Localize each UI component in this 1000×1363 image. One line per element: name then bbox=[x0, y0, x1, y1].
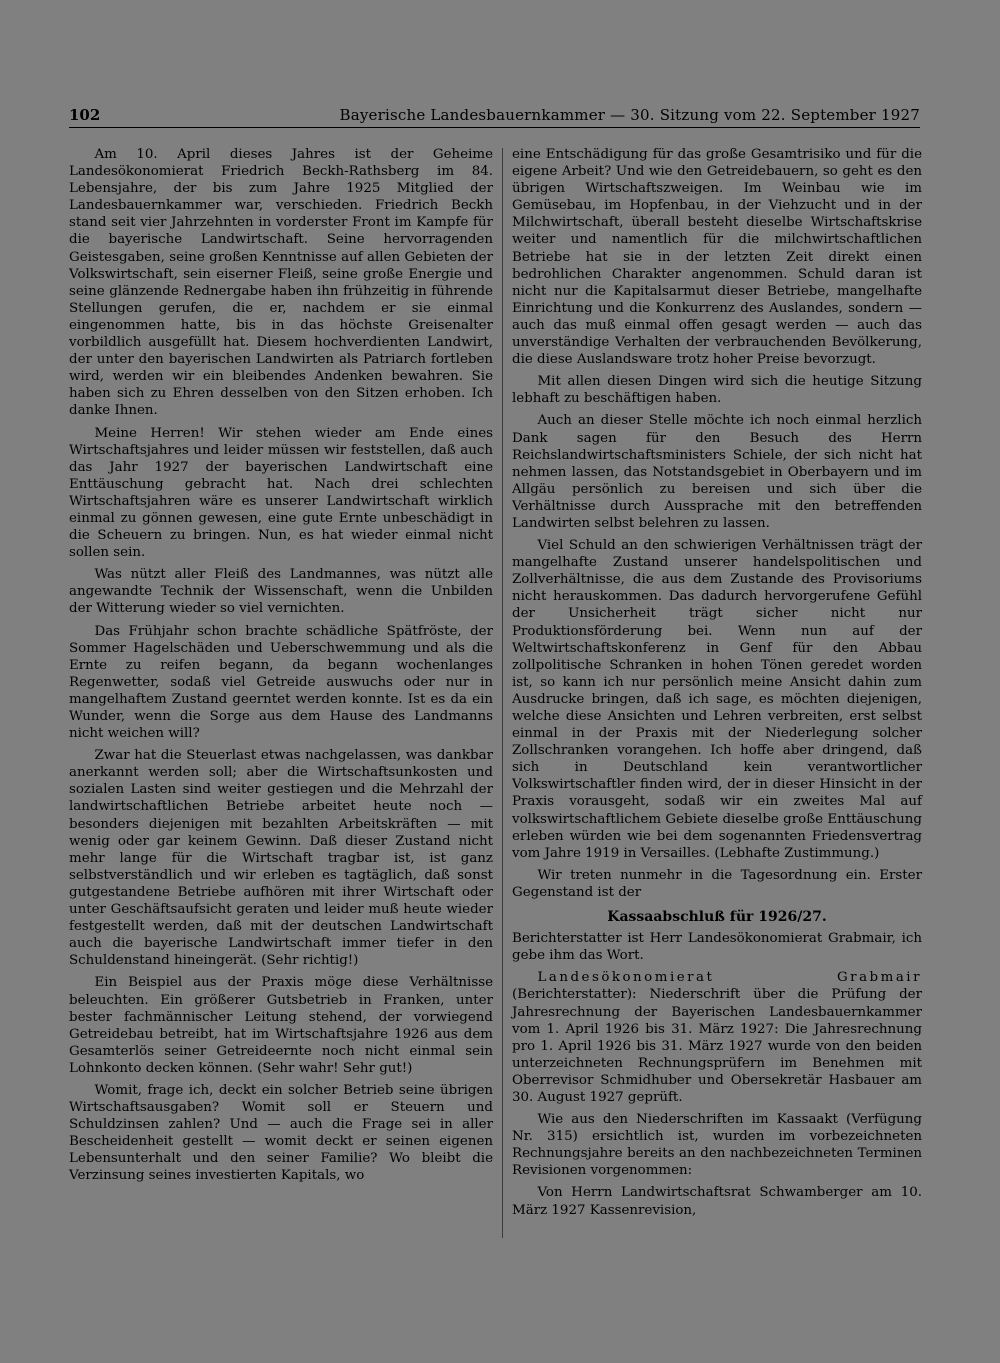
paragraph: Viel Schuld an den schwierigen Verhältnissen trägt der mangelhafte Zustand unserer handelspolitischen und Zollverhältnisse, die aus dem Zustande des Provisoriums nicht herauskommen. Das dadurch hervorgerufene Gefühl der Unsicherheit trägt sicher nicht nur Produktionsförderung bei. Wenn nun auf der Weltwirtschaftskonferenz in Genf für den Abbau zollpolitische Schranken in hohen Tönen geredet worden ist, so kann ich nur persönlich meine Ansicht dahin zum Ausdrucke bringen, daß ich sage, es möchten diejenigen, welche diese Ansichten und Lehren verbreiten, erst selbst einmal in der Praxis mit der Niederlegung solcher Zollschranken vorangehen. Ich hoffe aber dringend, daß sich in Deutschland kein verantwortlicher Volkswirtschaftler finden wird, der in dieser Hinsicht in der Praxis vorausgeht, sodaß wir ein zweites Mal auf volkswirtschaftlichem Gebiete dieselbe große Enttäuschung erleben würden wie bei dem sogenannten Friedensvertrag vom Jahre 1919 in Versailles. (Lebhafte Zustimmung.) bbox=[512, 538, 922, 861]
column-divider bbox=[502, 148, 503, 1238]
page-header bbox=[69, 104, 920, 126]
header-rule bbox=[69, 127, 920, 128]
page-number: 102 bbox=[69, 106, 101, 124]
right-column bbox=[512, 146, 922, 1224]
paragraph: Das Frühjahr schon brachte schädliche Spätfröste, der Sommer Hagelschäden und Ueberschwemmung und als die Ernte zu reifen begann, da begann wochenlanges Regenwetter, sodaß viel Getreide auswuchs oder nur in mangelhaftem Zustand geerntet werden konnte. Ist es da ein Wunder, wenn die Sorge aus dem Hause des Landmanns nicht weichen will? bbox=[69, 623, 493, 742]
paragraph: Ein Beispiel aus der Praxis möge diese Verhältnisse beleuchten. Ein größerer Gutsbetrieb in Franken, unter bester fachmännischer Leitung stehend, der vorwiegend Getreidebau betreibt, hat im Wirtschaftsjahre 1926 aus dem Gesamterlös seiner Getreideernte noch nicht einmal sein Lohnkonto decken können. (Sehr wahr! Sehr gut!) bbox=[69, 975, 493, 1076]
paragraph: Mit allen diesen Dingen wird sich die heutige Sitzung lebhaft zu beschäftigen haben. bbox=[512, 374, 922, 407]
paragraph: Meine Herren! Wir stehen wieder am Ende eines Wirtschaftsjahres und leider müssen wir feststellen, daß auch das Jahr 1927 der bayerischen Landwirtschaft eine Enttäuschung gebracht hat. Nach drei schlechten Wirtschaftsjahren wäre es unserer Landwirtschaft wirklich einmal zu gönnen gewesen, eine gute Ernte unbeschädigt in die Scheuern zu bringen. Nun, es hat wieder einmal nicht sollen sein. bbox=[69, 425, 493, 561]
paragraph: Zwar hat die Steuerlast etwas nachgelassen, was dankbar anerkannt werden soll; aber die Wirtschaftsunkosten und sozialen Lasten sind weiter gestiegen und die Mehrzahl der landwirtschaftlichen Betriebe arbeitet heute noch — besonders diejenigen mit bezahlten Arbeitskräften — mit wenig oder gar keinem Gewinn. Daß dieser Zustand nicht mehr lange für die Wirtschaft tragbar ist, ist ganz selbstverständlich und wir erleben es tagtäglich, daß sonst gutgestandene Betriebe aufhören mit ihrer Wirtschaft oder unter Geschäftsaufsicht geraten und leider muß heute wieder festgestellt werden, daß mit der deutschen Landwirtschaft auch die bayerische Landwirtschaft immer tiefer in den Schuldenstand hineingerät. (Sehr richtig!) bbox=[69, 748, 493, 969]
paragraph: Was nützt aller Fleiß des Landmannes, was nützt alle angewandte Technik der Wissenschaft, wenn die Unbilden der Witterung wieder so viel vernichten. bbox=[69, 567, 493, 617]
paragraph: Wir treten nunmehr in die Tagesordnung ein. Erster Gegenstand ist der bbox=[512, 867, 922, 900]
running-title: Bayerische Landesbauernkammer — 30. Sitzung vom 22. September 1927 bbox=[339, 106, 920, 124]
paragraph: Wie aus den Niederschriften im Kassaakt (Verfügung Nr. 315) ersichtlich ist, wurden im vorbezeichneten Rechnungsjahre bereits an den nachbezeichneten Terminen Revisionen vorgenommen: bbox=[512, 1112, 922, 1179]
speaker-paragraph bbox=[512, 969, 922, 1106]
paragraph: eine Entschädigung für das große Gesamtrisiko und für die eigene Arbeit? Und wie den Getreidebauern, so geht es den übrigen Wirtschaftszweigen. Im Weinbau wie im Gemüsebau, im Hopfenbau, in der Viehzucht und in der Milchwirtschaft, überall besteht dieselbe Wirtschaftskrise weiter und namentlich für die milchwirtschaftlichen Betriebe hat sie in der letzten Zeit direkt einen bedrohlichen Charakter angenommen. Schuld daran ist nicht nur die Kapitalsarmut dieser Betriebe, mangelhafte Einrichtung und die Konkurrenz des Auslandes, sondern — auch das muß einmal offen gesagt werden — auch das unverständige Verhalten der verbrauchenden Bevölkerung, die diese Auslandsware trotz hoher Preise bevorzugt. bbox=[512, 147, 922, 368]
speaker-name: Landesökonomierat Grabmair bbox=[537, 970, 922, 986]
speaker-text: (Berichterstatter): Niederschrift über die Prüfung der Jahresrechnung der Bayerischen Landesbauernkammer vom 1. April 1926 bis 31. März 1927: Die Jahresrechnung pro 1. April 1926 bis 31. März 1927 wurde von den beiden unterzeichneten Rechnungsprüfern im Benehmen mit Oberrevisor Schmidhuber und Obersekretär Hasbauer am 30. August 1927 geprüft. bbox=[512, 987, 922, 1105]
section-heading: Kassaabschluß für 1926/27. bbox=[607, 909, 827, 926]
reporter-intro: Berichterstatter ist Herr Landesökonomierat Grabmair, ich gebe ihm das Wort. bbox=[512, 931, 922, 964]
paragraph: Am 10. April dieses Jahres ist der Geheime Landesökonomierat Friedrich Beckh-Rathsberg im 84. Lebensjahre, der bis zum Jahre 1925 Mitglied der Landesbauernkammer war, verschieden. Friedrich Beckh stand seit vier Jahrzehnten in vorderster Front im Kampfe für die bayerische Landwirtschaft. Seine hervorragenden Geistesgaben, seine großen Kenntnisse auf allen Gebieten der Volkswirtschaft, sein eiserner Fleiß, seine große Energie und seine glänzende Rednergabe haben ihn frühzeitig in führende Stellungen gerufen, die er, nachdem er sie einmal eingenommen hatte, bis in das höchste Greisenalter vorbildlich ausgefüllt hat. Diesem hochverdienten Landwirt, der unter den bayerischen Landwirten als Patriarch fortleben wird, werden wir ein bleibendes Andenken bewahren. Sie haben sich zu Ehren desselben von den Sitzen erhoben. Ich danke Ihnen. bbox=[69, 147, 493, 419]
paragraph: Von Herrn Landwirtschaftsrat Schwamberger am 10. März 1927 Kassenrevision, bbox=[512, 1185, 922, 1218]
paragraph: Womit, frage ich, deckt ein solcher Betrieb seine übrigen Wirtschaftsausgaben? Womit soll er Steuern und Schuldzinsen zahlen? Und — auch die Frage sei in aller Bescheidenheit gestellt — womit deckt er seinen eigenen Lebensunterhalt und den seiner Familie? Wo bleibt die Verzinsung seines investierten Kapitals, wo bbox=[69, 1082, 493, 1184]
left-column bbox=[69, 146, 493, 1190]
paragraph: Auch an dieser Stelle möchte ich noch einmal herzlich Dank sagen für den Besuch des Herrn Reichslandwirtschaftsministers Schiele, der sich nicht hat nehmen lassen, das Notstandsgebiet in Oberbayern und im Allgäu persönlich zu bereisen und sich über die Verhältnisse durch Aussprache mit den betreffenden Landwirten selbst belehren zu lassen. bbox=[512, 413, 922, 531]
